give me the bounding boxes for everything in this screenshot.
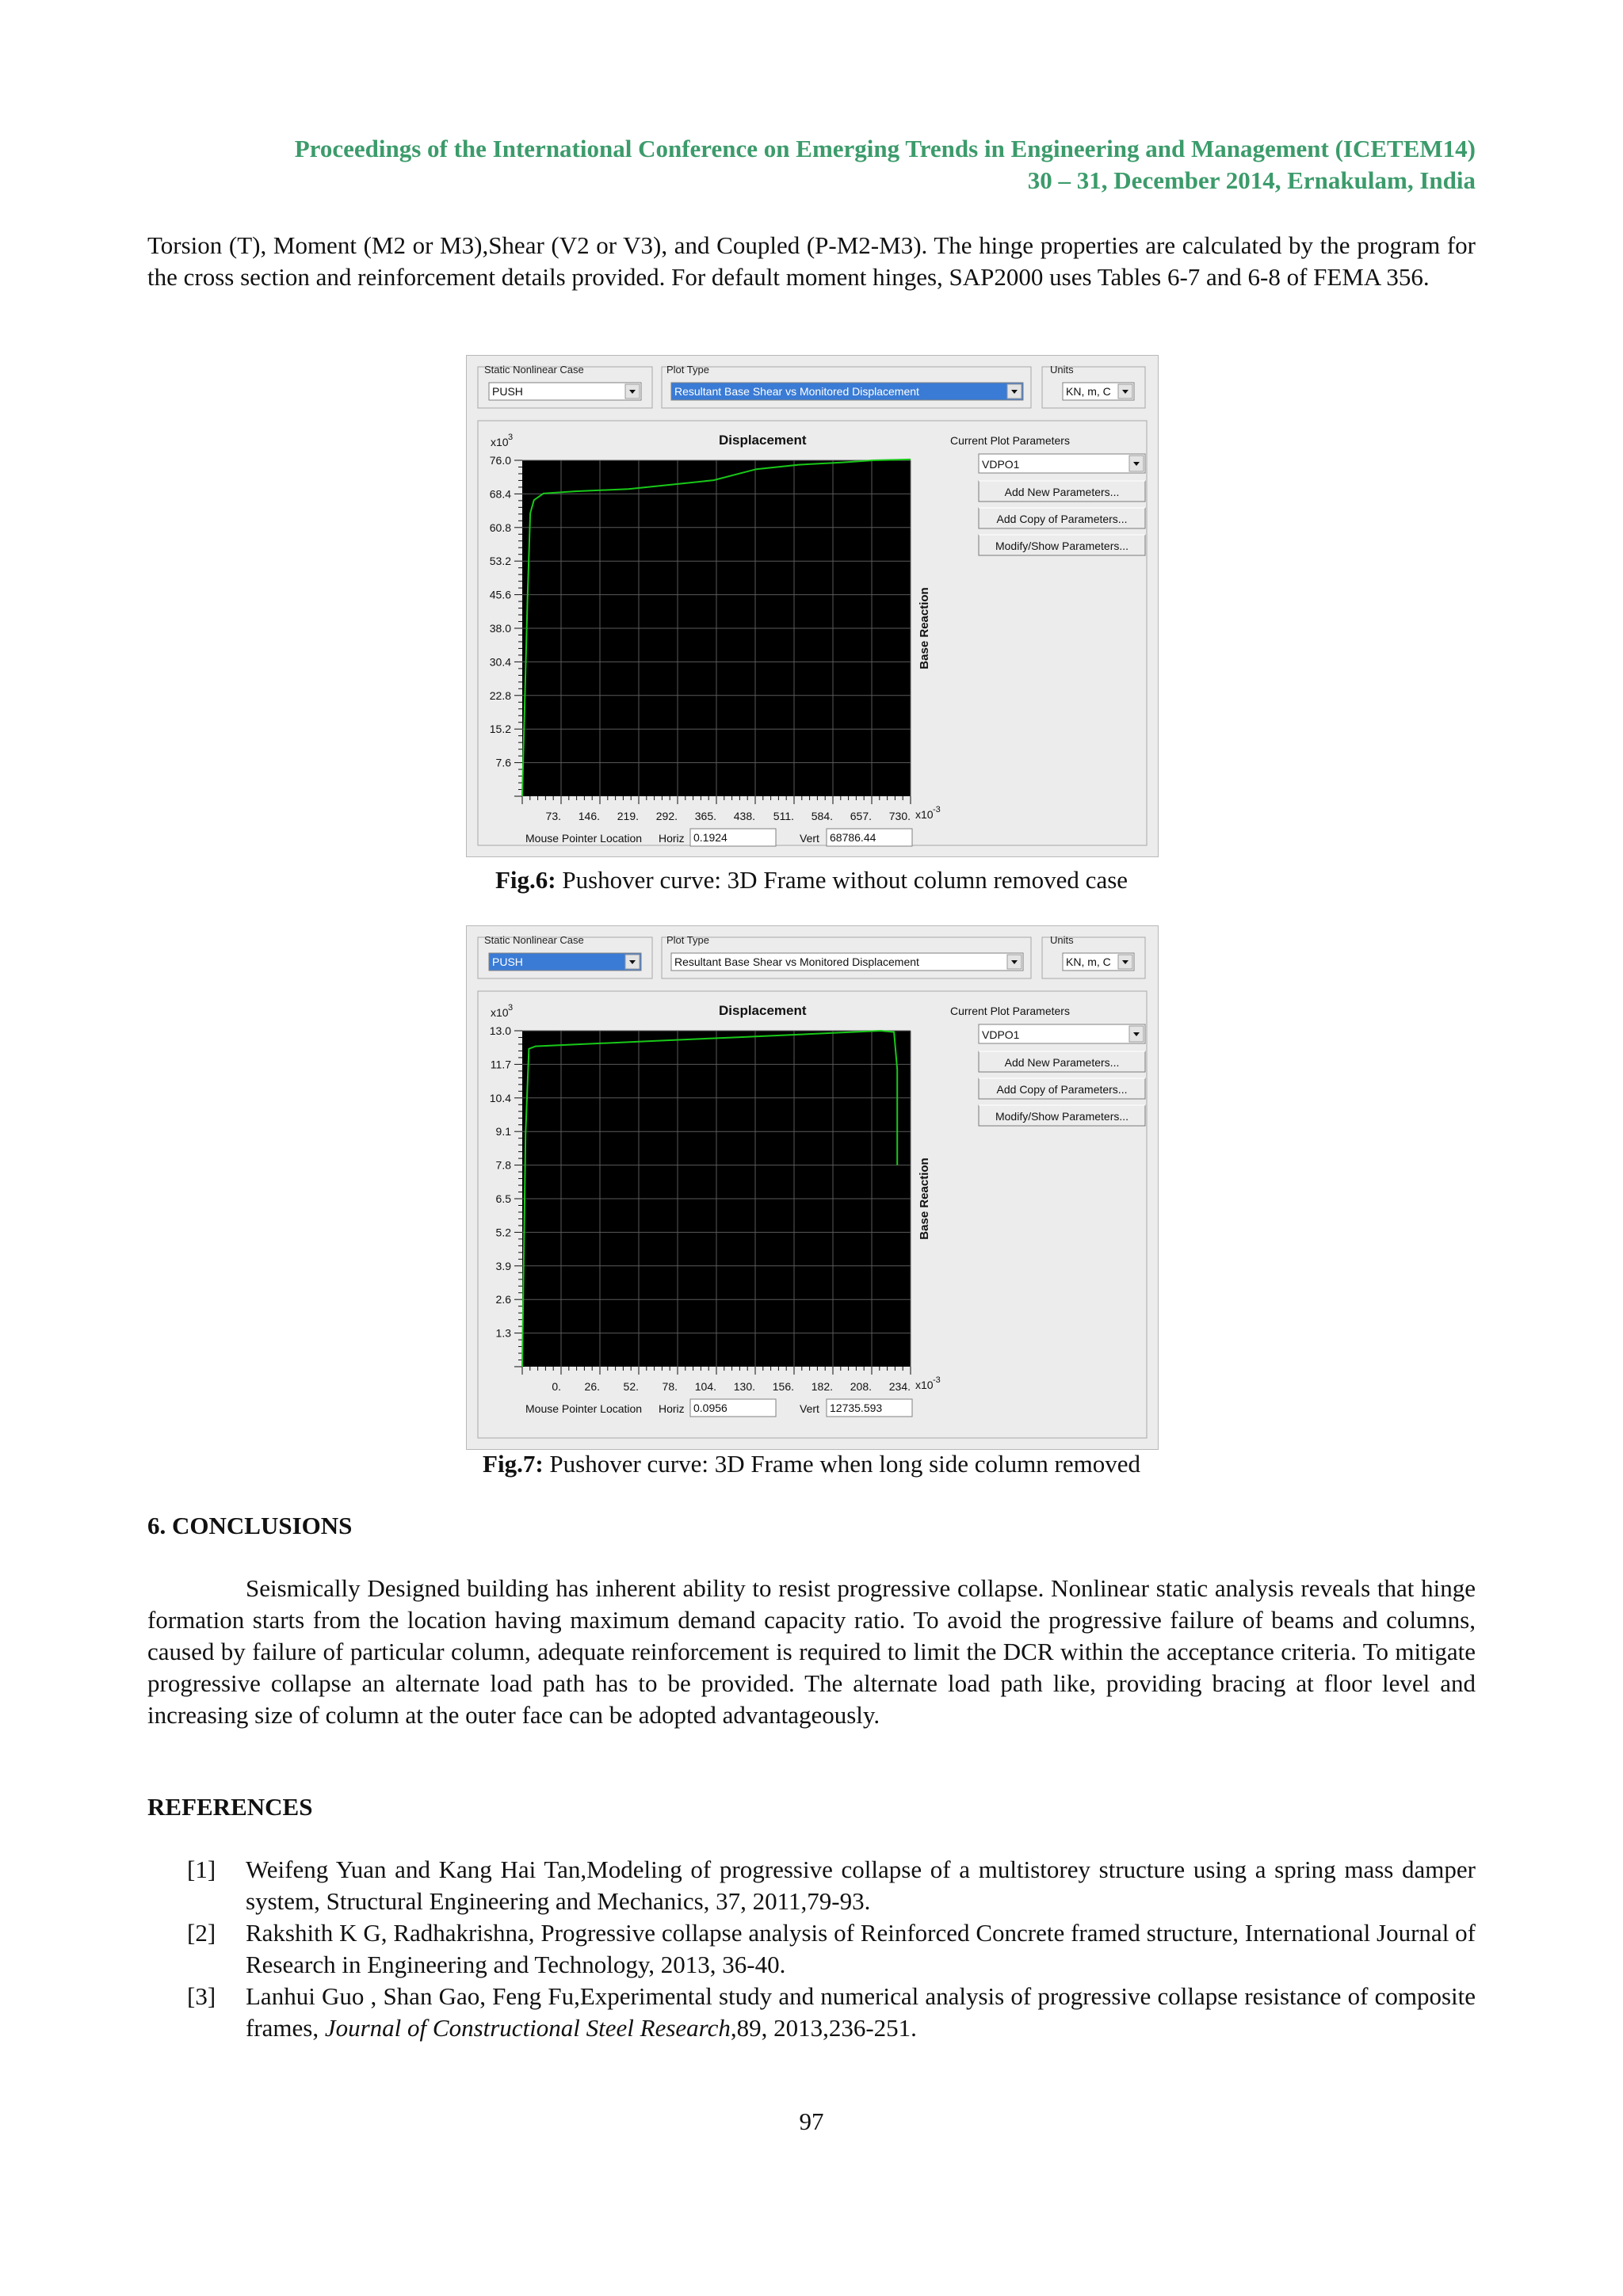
chart-title: Displacement [719,1003,807,1018]
x-tick-label: 104. [694,1380,716,1393]
x-tick-label: 234. [888,1380,911,1393]
sap-plot-panel [467,926,1158,1449]
x-tick-label: 52. [623,1380,639,1393]
reference-text [246,1981,1476,2044]
y-tick-label: 1.3 [495,1326,511,1340]
y-tick-label: 15.2 [489,723,511,736]
x-multiplier: x10 [915,808,934,821]
vert-label: Vert [800,1402,819,1415]
svg-text:PUSH: PUSH [492,955,523,968]
plot-type-select[interactable] [671,383,1023,400]
add-copy-parameters-button-label: Add Copy of Parameters... [996,513,1128,525]
x-tick-label: 0. [552,1380,561,1393]
svg-text:68786.44: 68786.44 [830,831,876,844]
static-case-label: Static Nonlinear Case [484,364,584,376]
intro-paragraph: Torsion (T), Moment (M2 or M3),Shear (V2 or V3), and Coupled (P-M2-M3). The hinge properties are calculated by the program for the cross section and reinforcement details provided. For default moment hinges, SAP2000 uses Tables 6-7 and 6-8 of FEMA 356. [147,231,1476,291]
references-heading: REFERENCES [147,1793,313,1821]
horiz-readout [690,829,776,846]
conference-title: Proceedings of the International Conference on Emerging Trends in Engineering and Management (ICETEM14) [294,135,1476,162]
y-tick-label: 7.8 [495,1158,511,1172]
x-tick-label: 73. [545,810,561,822]
add-copy-parameters-button-label: Add Copy of Parameters... [996,1083,1128,1096]
mouse-pointer-label: Mouse Pointer Location [525,832,643,845]
caption-label: Fig.7: [483,1450,544,1478]
svg-text:12735.593: 12735.593 [830,1402,883,1414]
y-tick-label: 60.8 [489,521,511,534]
plot-type-select[interactable] [671,953,1023,971]
conclusions-heading: 6. CONCLUSIONS [147,1512,353,1539]
plot-type-label: Plot Type [666,934,709,946]
vert-label: Vert [800,832,819,845]
svg-text:VDPO1: VDPO1 [982,1028,1020,1041]
caption-text: Pushover curve: 3D Frame when long side column removed [543,1450,1140,1478]
page-number: 97 [799,2107,824,2135]
y-tick-label: 13.0 [489,1024,511,1037]
svg-text:KN, m, C: KN, m, C [1066,955,1111,968]
x-tick-label: 730. [888,810,911,822]
sap-window-fig7 [466,925,1159,1450]
y-tick-label: 2.6 [495,1293,511,1306]
figure-caption-6 [0,866,1623,894]
y-tick-label: 6.5 [495,1192,511,1205]
y-tick-label: 10.4 [489,1091,511,1104]
mouse-pointer-label: Mouse Pointer Location [525,1402,643,1415]
sap-window-fig6 [466,355,1159,857]
y-tick-label: 9.1 [495,1125,511,1138]
y-tick-label: 45.6 [489,588,511,601]
svg-text:Resultant Base Shear vs Monito: Resultant Base Shear vs Monitored Displacement [674,955,919,968]
units-label: Units [1050,364,1074,376]
y-axis-label: Base Reaction [918,1158,931,1240]
reference-item [147,1917,1476,1981]
horiz-label: Horiz [659,832,685,845]
reference-text-tail: ,89, 2013,236-251. [730,2014,917,2042]
x-tick-label: 219. [617,810,639,822]
y-multiplier: x10 [491,436,509,448]
x-multiplier-exp: -3 [933,805,941,814]
y-tick-label: 22.8 [489,688,511,702]
y-multiplier-exp: 3 [508,433,514,442]
y-axis-label: Base Reaction [918,587,931,669]
x-tick-label: 182. [811,1380,833,1393]
svg-text:0.0956: 0.0956 [693,1402,727,1414]
reference-text: Rakshith K G, Radhakrishna, Progressive collapse analysis of Reinforced Concrete framed structure, International Journal of Research in Engineering and Technology, 2013, 36-40. [246,1919,1476,1978]
modify-show-parameters-button-label: Modify/Show Parameters... [995,540,1129,552]
reference-item [147,1854,1476,1917]
params-select[interactable] [979,454,1145,473]
y-tick-label: 5.2 [495,1226,511,1239]
y-multiplier: x10 [491,1006,509,1019]
svg-text:0.1924: 0.1924 [693,831,727,844]
x-tick-label: 156. [772,1380,794,1393]
vert-readout [827,829,912,846]
units-label: Units [1050,934,1074,946]
y-tick-label: 11.7 [490,1058,511,1071]
svg-text:VDPO1: VDPO1 [982,458,1020,471]
y-tick-label: 30.4 [489,655,511,669]
horiz-readout [690,1399,776,1417]
conference-date: 30 – 31, December 2014, Ernakulam, India [1027,166,1476,194]
plot-type-label: Plot Type [666,364,709,376]
x-tick-label: 511. [773,810,794,822]
reference-number: [2] [187,1919,216,1947]
y-tick-label: 7.6 [495,756,511,769]
x-multiplier-exp: -3 [933,1375,941,1385]
x-tick-label: 292. [655,810,678,822]
svg-text:Resultant Base Shear vs Monito: Resultant Base Shear vs Monitored Displacement [674,385,919,398]
chart-title: Displacement [719,433,807,448]
y-tick-label: 3.9 [495,1259,511,1272]
static-case-label: Static Nonlinear Case [484,934,584,946]
add-new-parameters-button-label: Add New Parameters... [1004,1056,1120,1069]
reference-text: Weifeng Yuan and Kang Hai Tan,Modeling of progressive collapse of a multistorey structure using a spring mass damper system, Structural Engineering and Mechanics, 37, 2011,79-93. [246,1855,1476,1915]
static-case-select[interactable] [489,383,641,400]
reference-item [147,1981,1476,2044]
modify-show-parameters-button-label: Modify/Show Parameters... [995,1110,1129,1123]
figure-caption-7 [0,1450,1623,1478]
current-params-label: Current Plot Parameters [950,434,1070,447]
x-tick-label: 208. [850,1380,872,1393]
x-tick-label: 78. [662,1380,678,1393]
horiz-label: Horiz [659,1402,685,1415]
reference-text-plain: Lanhui Guo , Shan Gao, Feng Fu,Experimental study and numerical analysis of progressive collapse resistance of composite frames, [246,1982,1476,2042]
reference-number: [1] [187,1855,216,1883]
x-tick-label: 26. [584,1380,600,1393]
caption-label: Fig.6: [495,866,556,894]
svg-text:PUSH: PUSH [492,385,523,398]
conclusions-body: Seismically Designed building has inherent ability to resist progressive collapse. Nonlinear static analysis reveals that hinge formation starts from the location having maximum demand capacity ratio. To avoid the progressive failure of beams and columns, caused by failure of particular column, adequate reinforcement is required to limit the DCR within the acceptance criteria. To mitigate progressive collapse an alternate load path has to be provided. The alternate load path like, providing bracing at floor level and increasing size of column at the outer face can be adopted advantageously. [147,1574,1476,1729]
y-tick-label: 68.4 [489,487,511,501]
x-tick-label: 584. [811,810,833,822]
current-params-label: Current Plot Parameters [950,1005,1070,1017]
x-tick-label: 657. [850,810,872,822]
y-tick-label: 53.2 [489,555,511,568]
reference-journal: Journal of Constructional Steel Research [324,2014,731,2042]
static-case-select[interactable] [489,953,641,971]
x-tick-label: 130. [733,1380,755,1393]
x-tick-label: 365. [694,810,716,822]
x-tick-label: 438. [733,810,755,822]
caption-text: Pushover curve: 3D Frame without column removed case [556,866,1128,894]
x-multiplier: x10 [915,1379,934,1391]
conference-header [147,133,1476,196]
y-tick-label: 38.0 [489,622,511,635]
y-multiplier-exp: 3 [508,1003,514,1013]
reference-number: [3] [187,1982,216,2010]
vert-readout [827,1399,912,1417]
y-tick-label: 76.0 [489,454,511,467]
add-new-parameters-button-label: Add New Parameters... [1004,486,1120,498]
svg-text:KN, m, C: KN, m, C [1066,385,1111,398]
x-tick-label: 146. [578,810,600,822]
sap-plot-panel [467,356,1158,856]
params-select[interactable] [979,1024,1145,1043]
